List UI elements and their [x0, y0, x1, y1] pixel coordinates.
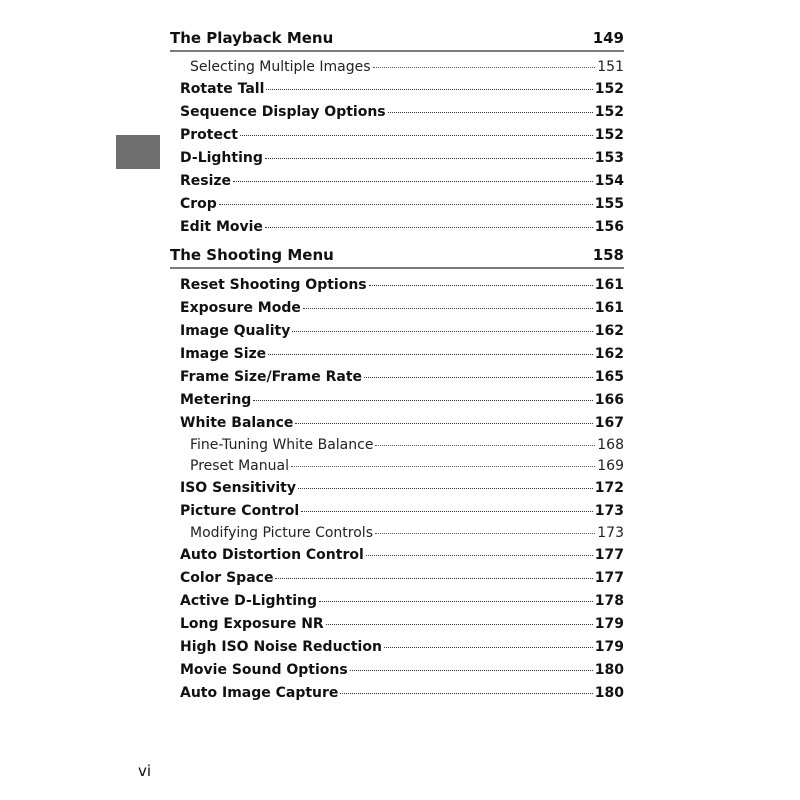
toc-entry-label: Crop	[180, 196, 217, 212]
toc-entry-page: 173	[594, 503, 624, 519]
toc-entry-page: 161	[594, 277, 624, 293]
toc-entry-page: 177	[594, 547, 624, 563]
toc-entry-label: Fine-Tuning White Balance	[190, 437, 374, 453]
toc-entry[interactable]	[180, 274, 624, 297]
toc-entry-page: 154	[594, 173, 624, 189]
dot-leader	[219, 204, 593, 205]
dot-leader	[319, 601, 593, 602]
dot-leader	[350, 670, 593, 671]
toc-entry-label: Protect	[180, 127, 238, 143]
toc-entry-label: Auto Image Capture	[180, 685, 339, 701]
toc-entry-label: Edit Movie	[180, 219, 263, 235]
toc-entry[interactable]	[180, 343, 624, 366]
toc-entry-page: 156	[594, 219, 624, 235]
toc-entry-page: 179	[594, 639, 624, 655]
section-header-shooting-menu[interactable]	[170, 245, 624, 269]
dot-leader	[240, 135, 593, 136]
toc-entry-label: High ISO Noise Reduction	[180, 639, 382, 655]
dot-leader	[291, 466, 595, 467]
toc-entry-label: Selecting Multiple Images	[190, 59, 371, 75]
toc-entry-page: 180	[594, 662, 624, 678]
dot-leader	[298, 488, 593, 489]
toc-entry-page: 177	[594, 570, 624, 586]
dot-leader	[253, 400, 592, 401]
toc-entry[interactable]	[180, 147, 624, 170]
dot-leader	[340, 693, 592, 694]
toc-entry-label: Auto Distortion Control	[180, 547, 364, 563]
dot-leader	[266, 89, 592, 90]
toc-entry[interactable]	[180, 101, 624, 124]
dot-leader	[375, 445, 595, 446]
toc-entry[interactable]	[180, 297, 624, 320]
toc-entry-page: 173	[597, 525, 624, 541]
toc-entry-page: 165	[594, 369, 624, 385]
toc-entry[interactable]	[180, 320, 624, 343]
table-of-contents	[170, 28, 624, 705]
dot-leader	[268, 354, 593, 355]
toc-entry-label: Movie Sound Options	[180, 662, 348, 678]
toc-entry-label: Frame Size/Frame Rate	[180, 369, 363, 385]
shooting-menu-entries	[170, 274, 624, 705]
dot-leader	[295, 423, 592, 424]
toc-entry-label: Reset Shooting Options	[180, 277, 367, 293]
toc-entry-page: 151	[597, 59, 624, 75]
page-number: vi	[138, 762, 152, 780]
toc-entry-page: 161	[594, 300, 624, 316]
toc-entry[interactable]	[180, 78, 624, 101]
toc-entry-label: Resize	[180, 173, 232, 189]
dot-leader	[369, 285, 593, 286]
toc-entry-label: Image Quality	[180, 323, 291, 339]
section-title: The Shooting Menu	[170, 246, 334, 264]
toc-entry-page: 155	[594, 196, 624, 212]
toc-entry-label: Active D-Lighting	[180, 593, 317, 609]
toc-entry-page: 162	[594, 323, 624, 339]
toc-entry-page: 169	[597, 458, 624, 474]
dot-leader	[301, 511, 593, 512]
dot-leader	[384, 647, 593, 648]
dot-leader	[326, 624, 593, 625]
toc-entry-page: 168	[597, 437, 624, 453]
toc-entry-page: 153	[594, 150, 624, 166]
toc-entry-label: Preset Manual	[190, 458, 289, 474]
section-thumb-tab	[116, 135, 160, 169]
dot-leader	[388, 112, 593, 113]
toc-entry[interactable]	[180, 170, 624, 193]
toc-entry[interactable]	[180, 636, 624, 659]
toc-entry-label: Modifying Picture Controls	[190, 525, 373, 541]
toc-entry[interactable]	[180, 57, 624, 78]
toc-entry-page: 180	[594, 685, 624, 701]
toc-entry-page: 166	[594, 392, 624, 408]
toc-entry-label: Long Exposure NR	[180, 616, 324, 632]
toc-entry-label: Sequence Display Options	[180, 104, 386, 120]
toc-entry[interactable]	[180, 613, 624, 636]
toc-entry[interactable]	[180, 544, 624, 567]
toc-entry[interactable]	[180, 193, 624, 216]
toc-entry-label: D-Lighting	[180, 150, 263, 166]
toc-entry[interactable]	[180, 216, 624, 239]
dot-leader	[364, 377, 593, 378]
toc-entry-label: Color Space	[180, 570, 274, 586]
dot-leader	[265, 227, 593, 228]
dot-leader	[366, 555, 593, 556]
section-header-playback-menu[interactable]	[170, 28, 624, 52]
dot-leader	[233, 181, 593, 182]
toc-entry-page: 179	[594, 616, 624, 632]
toc-entry-label: Picture Control	[180, 503, 300, 519]
section-title: The Playback Menu	[170, 29, 334, 47]
toc-entry[interactable]	[180, 523, 624, 544]
toc-entry-page: 172	[594, 480, 624, 496]
section-page: 158	[592, 246, 624, 264]
toc-entry-page: 162	[594, 346, 624, 362]
dot-leader	[303, 308, 593, 309]
toc-entry-label: Image Size	[180, 346, 267, 362]
toc-entry-label: Rotate Tall	[180, 81, 265, 97]
toc-entry-page: 152	[594, 104, 624, 120]
toc-entry-label: White Balance	[180, 415, 294, 431]
dot-leader	[292, 331, 592, 332]
toc-entry-page: 152	[594, 127, 624, 143]
toc-entry[interactable]	[180, 500, 624, 523]
dot-leader	[373, 67, 596, 68]
section-page: 149	[592, 29, 624, 47]
toc-entry[interactable]	[180, 567, 624, 590]
toc-entry-page: 167	[594, 415, 624, 431]
toc-entry[interactable]	[180, 456, 624, 477]
dot-leader	[265, 158, 593, 159]
toc-entry-label: ISO Sensitivity	[180, 480, 296, 496]
toc-entry[interactable]	[180, 590, 624, 613]
toc-entry-page: 152	[594, 81, 624, 97]
playback-menu-entries	[170, 57, 624, 241]
toc-entry-label: Metering	[180, 392, 252, 408]
toc-entry[interactable]	[180, 389, 624, 412]
toc-entry[interactable]	[180, 366, 624, 389]
toc-entry[interactable]	[180, 124, 624, 147]
toc-entry[interactable]	[180, 435, 624, 456]
toc-entry[interactable]	[180, 659, 624, 682]
toc-entry[interactable]	[180, 412, 624, 435]
toc-entry-label: Exposure Mode	[180, 300, 301, 316]
toc-entry-page: 178	[594, 593, 624, 609]
dot-leader	[275, 578, 592, 579]
dot-leader	[375, 533, 595, 534]
toc-entry[interactable]	[180, 682, 624, 705]
toc-entry[interactable]	[180, 477, 624, 500]
